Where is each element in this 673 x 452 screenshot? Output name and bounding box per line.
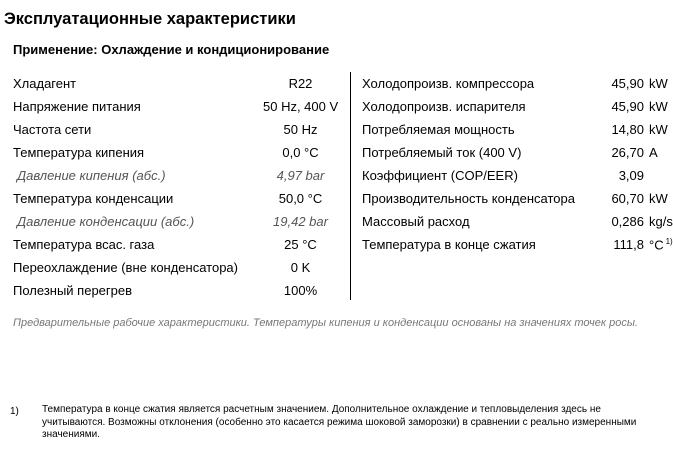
result-row [362,210,672,233]
condition-label: Хладагент [13,76,77,91]
result-unit: °C $^{1)}$ [649,237,673,253]
operating-conditions-column [13,72,348,302]
footnote-reference: 1) [665,237,673,246]
result-value: 26,70 [611,145,644,160]
condition-row [13,72,348,95]
condition-label: Температура всас. газа [13,237,155,252]
result-value: 3,09 [618,168,644,183]
result-row [362,187,672,210]
result-label: Потребляемая мощность [362,122,515,137]
condition-value: 100% [283,283,318,298]
result-value: 111,8 [613,237,644,252]
condition-label: Полезный перегрев [13,283,133,298]
result-label: Холодопроизв. компрессора [362,76,535,91]
result-unit: kW [649,191,668,206]
condition-value: 4,97 bar [276,168,325,183]
result-unit: A [649,145,658,160]
footnote-mark: 1) [10,406,19,417]
result-label: Коэффициент (COP/EER) [362,168,518,183]
result-label: Массовый расход [362,214,470,229]
footnote-text: Температура в конце сжатия является расчетным значением. Дополнительное охлаждение и тепловыделения здесь не учитываются. Возможны отклонения (особенно это касается режима шоковой заморозки) в сравнении с реально измеренными значениями. [42,404,637,440]
condition-label: Температура конденсации [13,191,174,206]
condition-value: 25 °C [284,237,317,252]
application-subtitle: Применение: Охлаждение и кондиционирование [13,42,330,57]
result-unit: kW [649,99,668,114]
condition-label: Температура кипения [13,145,145,160]
condition-label: Переохлаждение (вне конденсатора) [13,260,238,275]
condition-value: 50,0 °C [278,191,323,206]
result-value: 14,80 [611,122,644,137]
result-unit: kg/s [649,214,673,229]
result-row [362,118,672,141]
condition-label: Давление кипения (абс.) [17,168,166,183]
column-divider [350,72,351,300]
result-row [362,164,672,187]
preliminary-note: Предварительные рабочие характеристики. Температуры кипения и конденсации основаны на значениях точек росы. [13,317,639,329]
page-title: Эксплуатационные характеристики [4,10,296,28]
result-label: Холодопроизв. испарителя [362,99,526,114]
condition-row [13,210,348,233]
condition-value: 50 Hz, 400 V [263,99,339,114]
result-row [362,141,672,164]
result-row [362,233,672,256]
condition-value: 0 K [290,260,311,275]
performance-results-column [362,72,672,256]
result-row [362,72,672,95]
condition-row [13,164,348,187]
result-label: Потребляемый ток (400 V) [362,145,522,160]
condition-value: 19,42 bar [273,214,328,229]
result-value: 45,90 [611,99,644,114]
condition-row [13,279,348,302]
condition-row [13,141,348,164]
condition-row [13,118,348,141]
result-row [362,95,672,118]
result-unit: kW [649,122,668,137]
condition-label: Напряжение питания [13,99,141,114]
result-label: Температура в конце сжатия [362,237,536,252]
condition-row [13,95,348,118]
result-value: 0,286 [611,214,644,229]
condition-value: 50 Hz [283,122,318,137]
condition-value: 0,0 °C [282,145,319,160]
condition-row [13,233,348,256]
result-value: 45,90 [611,76,644,91]
condition-value: R22 [288,76,313,91]
result-unit: kW [649,76,668,91]
result-label: Производительность конденсатора [362,191,575,206]
condition-row [13,256,348,279]
result-value: 60,70 [611,191,644,206]
condition-row [13,187,348,210]
condition-label: Давление конденсации (абс.) [17,214,195,229]
condition-label: Частота сети [13,122,92,137]
